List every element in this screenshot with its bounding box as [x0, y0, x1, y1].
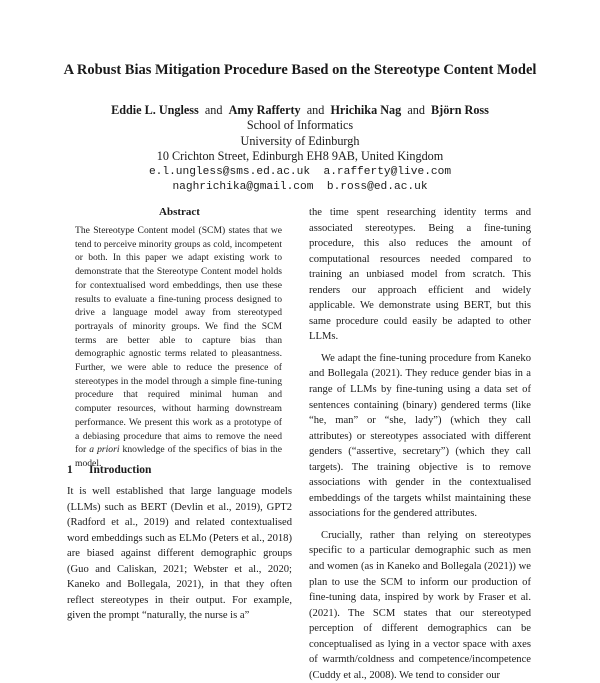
abstract-body — [75, 224, 282, 471]
author-list — [60, 103, 540, 118]
author-separator: and — [306, 103, 325, 117]
author-name: Björn Ross — [431, 103, 489, 117]
emails-line-2: naghrichika@gmail.com b.ross@ed.ac.uk — [172, 181, 428, 193]
right-column-body — [309, 205, 531, 683]
section-heading-introduction — [67, 464, 151, 476]
author-name: Amy Rafferty — [228, 103, 301, 117]
intro-paragraph: It is well established that large language models (LLMs) such as BERT (Devlin et al., 2019), GPT2 (Radford et al., 2019) and related contextualised word embeddings such as ELMo (Peters et al., 2018) are biased against different demographic groups (Guo and Caliskan, 2021; Webster et al., 2020; Kaneko and Bollegala, 2021), in that they often reflect stereotypes in their output. For example, given the prompt “naturally, the nurse is a” — [67, 486, 292, 622]
abstract-heading: Abstract — [159, 206, 200, 218]
address: 10 Crichton Street, Edinburgh EH8 9AB, United Kingdom — [156, 149, 444, 163]
paragraph-fine-tuning: We adapt the fine-tuning procedure from Kaneko and Bollegala (2021). They reduce gender bias in a range of LLMs by fine-tuning using a data set of sentences containing (binary) gendered terms (like “he, man” or “she, lady”) (which they call attributes) or stereotypes associated with different genders (“assertive, secretary”) (which they call targets). The training objective is to remove associations with gender in the contextualised embeddings of the targets whilst maintaining these associations for the gendered attributes. — [309, 352, 531, 520]
university: University of Edinburgh — [240, 133, 360, 148]
paragraph-continued: the time spent researching identity terms and associated stereotypes. Being a fine-tuning procedure, this also reduces the amount of computational resources needed compared to training an unbiased model from scratch. This renders our approach efficient and widely applicable. We demonstrate using BERT, but this same procedure could easily be adapted to other LLMs. — [309, 207, 531, 343]
school: School of Informatics — [246, 118, 354, 132]
abstract-text: The Stereotype Content model (SCM) states that we tend to perceive minority groups as cold, incompetent or both. In this paper we adapt existing work to demonstrate that the Stereotype Content model holds for contextualised word embeddings, then use these results to evaluate a fine-tuning process designed to drive a language model away from stereotyped portrayals of minority groups. We find the SCM terms are better able to capture bias than demographic agnostic terms related to pleasantness. Further, we were able to reduce the presence of stereotypes in the model through a simple fine-tuning procedure that required minimal human and computer resources, without harming downstream performance. We present this work as a prototype of a debiasing procedure that aims to remove the need for — [75, 225, 282, 456]
paragraph-scm: Crucially, rather than relying on stereotypes specific to a particular demographic such as men and women (as in Kaneko and Bollegala (2021)) we plan to use the SCM to inform our production of fine-tuning data, inspired by work by Fraser et al. (2021). The SCM states that our stereotyped perception of different demographics can be conceptualised as lying in a vector space with axes of warmth/coldness and competence/incompetence (Cuddy et al., 2008). We tend to consider our — [309, 529, 531, 681]
emails-line-1: e.l.ungless@sms.ed.ac.uk a.rafferty@live.com — [148, 165, 452, 178]
abstract-text-end: knowledge of the specifics of bias in the model. — [75, 444, 282, 469]
abstract-italic: a priori — [89, 444, 120, 456]
author-separator: and — [407, 103, 425, 117]
author-separator: and — [204, 103, 223, 117]
section-number: 1 — [67, 464, 73, 476]
section-title: Introduction — [89, 464, 152, 476]
author-name: Hrichika Nag — [330, 103, 402, 117]
affiliation-block — [60, 118, 540, 196]
left-column-body — [67, 484, 292, 624]
paper-title: A Robust Bias Mitigation Procedure Based on the Stereotype Content Model — [63, 62, 537, 78]
author-name: Eddie L. Ungless — [111, 103, 199, 117]
